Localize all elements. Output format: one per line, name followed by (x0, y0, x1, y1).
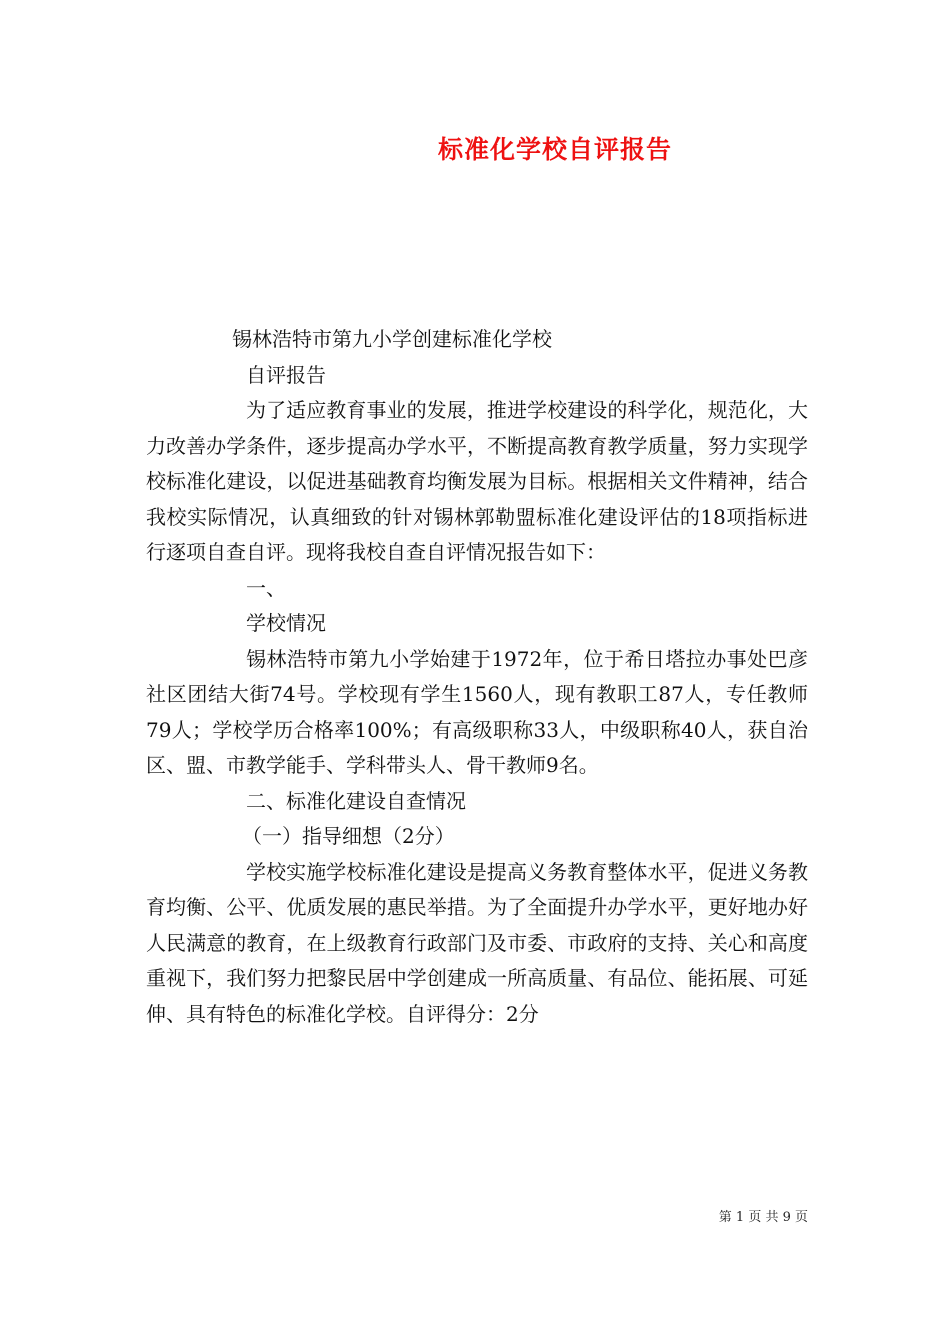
section-1-paragraph: 锡林浩特市第九小学始建于1972年，位于希日塔拉办事处巴彦社区团结大街74号。学校现有学生1560人，现有教职工87人，专任教师79人；学校学历合格率100%；有高级职称33人，中级职称40人，获自治区、盟、市教学能手、学科带头人、骨干教师9名。 (146, 646, 808, 777)
section-1-number: 一、 (246, 575, 286, 600)
subsection-1-paragraph: 学校实施学校标准化建设是提高义务教育整体水平，促进义务教育均衡、公平、优质发展的惠民举措。为了全面提升办学水平，更好地办好人民满意的教育，在上级教育行政部门及市委、市政府的支持、关心和高度重视下，我们努力把黎民居中学创建成一所高质量、有品位、能拓展、可延伸、具有特色的标准化学校。自评得分：2分 (146, 859, 808, 1026)
document-title: 标准化学校自评报告 (437, 135, 672, 164)
intro-paragraph: 为了适应教育事业的发展，推进学校建设的科学化，规范化，大力改善办学条件，逐步提高办学水平，不断提高教育教学质量，努力实现学校标准化建设，以促进基础教育均衡发展为目标。根据相关文件精神，结合我校实际情况，认真细致的针对锡林郭勒盟标准化建设评估的18项指标进行逐项自查自评。现将我校自查自评情况报告如下： (146, 398, 808, 564)
page-number: 第 1 页 共 9 页 (718, 1210, 808, 1225)
subsection-1-title: （一）指导细想（2分） (242, 824, 455, 848)
subtitle-line-2: 自评报告 (246, 362, 326, 387)
document-body (146, 322, 808, 1032)
section-1-title: 学校情况 (246, 611, 326, 635)
section-2-title: 二、标准化建设自查情况 (246, 788, 466, 813)
subtitle-line-1: 锡林浩特市第九小学创建标准化学校 (232, 327, 552, 351)
